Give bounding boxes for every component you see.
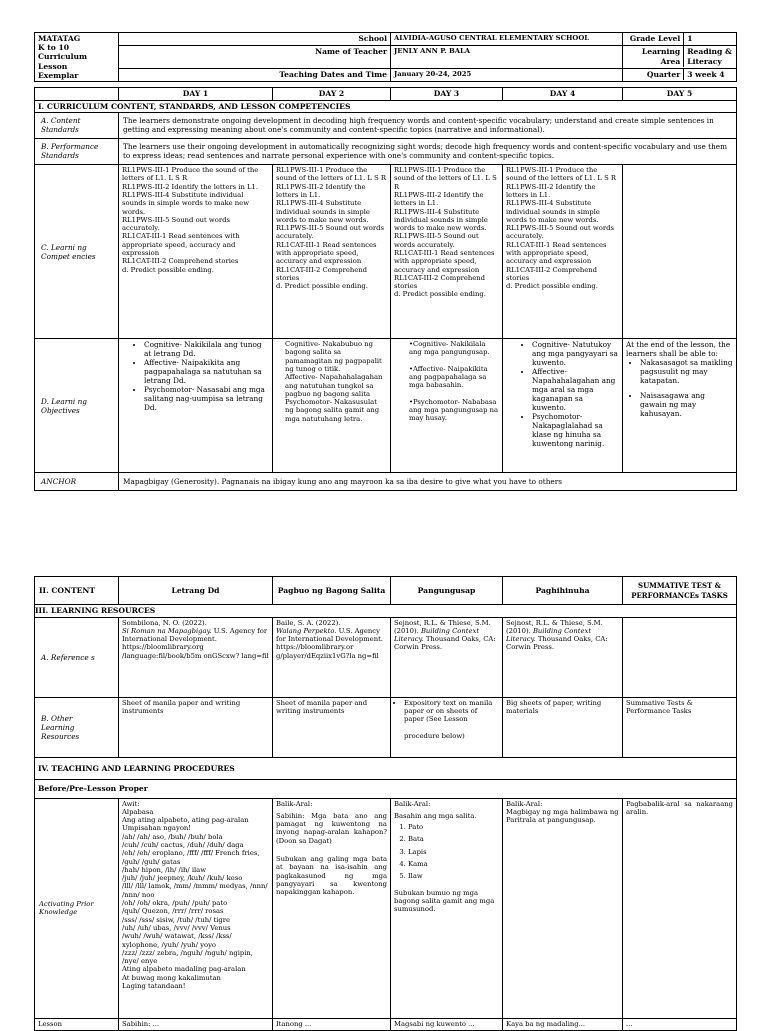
- ref-title: Building Context Literacy.: [394, 626, 480, 644]
- ref-title: Building Context Literacy.: [506, 626, 592, 644]
- performance-standards-text: The learners use their ongoing development in automatically recognizing sight words; decode high frequency words and content-specific vocabulary and use them to express ideas; read sentences and narrate personal experience with one's community and content-specific topics.: [119, 139, 737, 165]
- word-list-item: 4. Kama: [408, 860, 499, 868]
- ref-citation: Sejnost, R.L. & Thiese, S.M. (2010).: [394, 618, 491, 635]
- content-day-2: Pagbuo ng Bagong Salita: [273, 577, 391, 605]
- blank-corner: [35, 88, 119, 101]
- day-2-header: DAY 2: [273, 88, 391, 101]
- ref-title: Walang Perpekto.: [276, 626, 337, 635]
- other-resources-item: • Expository text on manila paper or on sheets of paper (See Lesson procedure below): [404, 699, 499, 740]
- content-label: II. CONTENT: [35, 577, 119, 605]
- objective-item: • Nakasasagot sa maikling pagsusulit ng may katapatan.: [640, 358, 733, 385]
- next-row-label: Lesson: [35, 1018, 119, 1030]
- activating-day-4: [503, 798, 623, 1018]
- other-resources-day-4: Big sheets of paper, writing materials: [503, 697, 623, 757]
- quarter-cell: [623, 68, 737, 81]
- competencies-label: C. Learni ng Compet encies: [35, 165, 119, 339]
- objective-item: •Psychomotor- Nababasa ang mga pangungusap na may husay.: [409, 397, 499, 423]
- word-list-item: 3. Lapis: [408, 848, 499, 856]
- word-list-item: 2. Bata: [408, 835, 499, 843]
- competencies-day-1: RL1PWS-III-1 Produce the sound of the letters of L1. L S R RL1PWS-III-2 Identify the letters in L1. RL1PWS-III-4 Substitute individual sounds in simple words to make new words. RL1PWS-III-5 Sound out words accurately. RL1CAT-III-1 Read sentences with appropriate speed, accuracy and expression RL1CAT-III-2 Comprehend stories d. Predict possible ending.: [119, 165, 273, 339]
- procedures-title: IV. TEACHING AND LEARNING PROCEDURES: [35, 757, 737, 780]
- other-resources-day-3: [391, 697, 503, 757]
- header-row-teacher: [35, 46, 737, 69]
- dates-value: January 20-24, 2025: [391, 68, 623, 81]
- ref-source: U.S. Agency for International Development. https://bloomlibrary.or g/player/dEqziix1vG?la ng=fil: [276, 626, 383, 660]
- review-label: Balik-Aral:: [276, 799, 313, 808]
- quarter-label: Quarter: [623, 69, 684, 81]
- area-label: Learning Area: [623, 46, 684, 67]
- ref-title: Si Roman na Mapagbigay.: [122, 626, 212, 635]
- word-list-item: 1. Pato: [408, 823, 499, 831]
- activating-label: Activating Prior Knowledge: [35, 798, 119, 1018]
- ref-citation: Sejnost, R.L. & Thiese, S.M. (2010).: [506, 618, 603, 635]
- school-label: School: [119, 33, 391, 46]
- lesson-plan-page-2: [34, 576, 737, 1031]
- day-5-header: DAY 5: [623, 88, 737, 101]
- activating-day-5: Pagbabalik-aral sa nakaraang aralin.: [623, 798, 737, 1018]
- activating-day-3: [391, 798, 503, 1018]
- review-label: Balik-Aral:: [506, 799, 543, 808]
- activating-day-1: Awit: Alpabasa Ang ating alpabeto, ating pag-aralan Umpisahan ngayon! /ah/ /ah/ aso, /buh/ /buh/ bola /cuh/ /cuh/ cactus, /duh/ /duh/ daga /eh/ /eh/ eroplano, /fff/ /fff/ French fries, /guh/ /guh/ gatas /hah/ hipon, /ih/ /ih/ ilaw /juh/ /juh/ jeepney, /kuh/ /kuh/ keso /lll/ /lll/ lamok, /mm/ /mmm/ medyas, /nnn/ /nnn/ noo /oh/ /oh/ okra, /puh/ /puh/ pato /quh/ Quezon, /rrr/ /rrr/ rosas /sss/ /sss/ sisiw, /tuh/ /tuh/ tigre /uh/ /uh/ ubas, /vvv/ /vvv/ Venus /wuh/ /wuh/ watawat, /kss/ /kss/ xylophone, /yuh/ /yuh/ yoyo /zzz/ /zzz/ zebra, /nguh/ /nguh/ ngipin, /nye/ enye Ating alpabeto madaling pag-aralan At buwag mong kakalimutan Laging tatandaan!: [119, 798, 273, 1018]
- references-day-3: [391, 617, 503, 697]
- objectives-day-4: [503, 339, 623, 473]
- content-day-3: Pangungusap: [391, 577, 503, 605]
- other-resources-day-5: Summative Tests & Performance Tasks: [623, 697, 737, 757]
- content-day-4: Paghihinuha: [503, 577, 623, 605]
- area-cell: [623, 46, 737, 69]
- review-text: Basahin ang mga salita.: [394, 811, 477, 820]
- next-row-day-2: Itanong ...: [273, 1018, 391, 1030]
- grade-label: Grade Level: [623, 33, 684, 45]
- next-row-day-5: ...: [623, 1018, 737, 1030]
- teacher-label: Name of Teacher: [119, 46, 391, 69]
- objective-item: •Affective- Naipakikita ang pagpapahalaga sa mga babasahin.: [409, 364, 488, 390]
- next-row-day-1: Sabihin: ...: [119, 1018, 273, 1030]
- next-row-day-3: Magsabi ng kuwento ...: [391, 1018, 503, 1030]
- anchor-label: ANCHOR: [35, 473, 119, 491]
- competencies-day-3: RL1PWS-III-1 Produce the sound of the letters of L1. L S R RL1PWS-III-2 Identify the letters in L1. RL1PWS-III-4 Substitute individual sounds in simple words to make new words. RL1PWS-III-5 Sound out words accurately. RL1CAT-III-1 Read sentences with appropriate speed, accuracy and expression RL1CAT-III-2 Comprehend stories d. Predict possible ending.: [391, 165, 503, 339]
- area-value: Reading & Literacy: [687, 47, 732, 66]
- header-row-school: [35, 33, 737, 46]
- day-header-row: [35, 88, 737, 101]
- objective-item: • Cognitive- Natutukoy ang mga pangyayari sa kuwento.: [532, 340, 619, 367]
- other-resources-day-2: Sheet of manila paper and writing instruments: [273, 697, 391, 757]
- quarter-value: 3 week 4: [687, 69, 725, 79]
- review-text: Magbigay ng mga halimbawa ng Paritrala at pangungusap.: [506, 807, 619, 825]
- objective-item: • Psychomotor- Nasasabi ang mga salitang nag-uumpisa sa letrang Dd.: [144, 385, 269, 412]
- objective-item: • Affective- Napahahalagahan ang mga aral sa mga kaganapan sa kuwento.: [532, 367, 619, 412]
- pre-lesson-title: Before/Pre-Lesson Proper: [35, 780, 737, 799]
- content-standards-label: A. Content Standards: [35, 113, 119, 139]
- review-text: Subukan bumuo ng mga bagong salita gamit ang mga sumusunod.: [394, 888, 495, 914]
- resources-title: III. LEARNING RESOURCES: [35, 605, 737, 618]
- other-resources-day-1: Sheet of manila paper and writing instruments: [119, 697, 273, 757]
- performance-standards-label: B. Performance Standards: [35, 139, 119, 165]
- header-row-dates: [35, 68, 737, 81]
- ref-citation: Sombilona, N. O. (2022).: [122, 618, 207, 627]
- competencies-day-5: [623, 165, 737, 339]
- day-1-header: DAY 1: [119, 88, 273, 101]
- grade-cell: [623, 33, 737, 46]
- grade-value: 1: [687, 34, 693, 43]
- anchor-text: Mapagbigay (Generosity). Pagnanais na ibigay kung ano ang mayroon ka sa iba desire to give what you have to others: [119, 473, 737, 491]
- objective-item: •Cognitive- Nakikilala ang mga pangungusap.: [409, 340, 490, 357]
- lesson-plan-page-1: [34, 32, 737, 491]
- objectives-day-3: [391, 339, 503, 473]
- review-text: Sabihin: Mga bata ano ang pamagat ng kuwentong na inyong napag-aralan kahapon? (Doon sa Dagat): [276, 811, 387, 845]
- program-title: MATATAG K to 10 Curriculum Lesson Exemplar: [35, 33, 119, 82]
- dates-label: Teaching Dates and Time: [119, 68, 391, 81]
- content-day-1: Letrang Dd: [119, 577, 273, 605]
- objectives-day-2: Cognitive- Nakabubuo ng bagong salita sa pamamagitan ng pagpapalit ng tunog o titik. Affective- Napahahalagahan ang natutuhan tungkol sa pagbuo ng bagong salita Psychomotor- Nakasusulat ng bagong salita gamit ang mga natutuhang letra.: [273, 339, 391, 473]
- objective-item: • Psychomotor- Nakapaglalahad sa klase ng hinuha sa kuwentong narinig.: [532, 412, 619, 448]
- ref-citation: Baile, S. A. (2022).: [276, 618, 341, 627]
- ref-source: Thousand Oaks, CA: Corwin Press.: [394, 635, 496, 652]
- word-list-item: 5. Ilaw: [408, 872, 499, 880]
- content-standards-text: The learners demonstrate ongoing development in decoding high frequency words and content-specific vocabulary; understand and create simple sentences in getting and expressing meaning about one's community and content-specific topics (narrative and informational).: [119, 113, 737, 139]
- objectives-day-5: [623, 339, 737, 473]
- objective-item: • Affective- Naipakikita ang pagpapahalaga sa natutuhan sa letrang Dd.: [144, 358, 269, 385]
- day-3-header: DAY 3: [391, 88, 503, 101]
- school-name: ALVIDIA-AGUSO CENTRAL ELEMENTARY SCHOOL: [391, 33, 623, 46]
- day-4-header: DAY 4: [503, 88, 623, 101]
- objectives-day-5-intro: At the end of the lesson, the learners shall be able to:: [626, 340, 731, 359]
- next-row-day-4: Kaya ba ng madaling...: [503, 1018, 623, 1030]
- ref-source: Thousand Oaks, CA: Corwin Press.: [506, 635, 608, 652]
- references-day-1: [119, 617, 273, 697]
- content-day-5: SUMMATIVE TEST & PERFORMANCEs TASKS: [623, 577, 737, 605]
- teacher-name: JENLY ANN P. BALA: [391, 46, 623, 69]
- ref-source: U.S. Agency for International Development. https://bloomlibrary.org /language:fil/book/b5m onGScxw? lang=fil: [122, 626, 269, 660]
- objectives-label: D. Learni ng Objectives: [35, 339, 119, 473]
- review-text: Subukan ang galing mga bata at bayaan na isa-isahin ang pagkakasunod ng mga pangyayari sa kwentong napakinggan kahapon.: [276, 854, 387, 897]
- other-resources-label: B. Other Learning Resources: [35, 697, 119, 757]
- references-day-2: [273, 617, 391, 697]
- references-day-5: [623, 617, 737, 697]
- section-1-title: I. CURRICULUM CONTENT, STANDARDS, AND LESSON COMPETENCIES: [35, 100, 737, 113]
- review-label: Balik-Aral:: [394, 799, 431, 808]
- objectives-day-1: [119, 339, 273, 473]
- competencies-day-2: RL1PWS-III-1 Produce the sound of the letters of L1. L S R RL1PWS-III-2 Identify the letters in L1. RL1PWS-III-4 Substitute individual sounds in simple words to make new words. RL1PWS-III-5 Sound out words accurately. RL1CAT-III-1 Read sentences with appropriate speed, accuracy and expression RL1CAT-III-2 Comprehend stories d. Predict possible ending.: [273, 165, 391, 339]
- objective-item: • Naisasagawa ang gawain ng may kahusayan.: [640, 391, 733, 418]
- references-label: A. Reference s: [35, 617, 119, 697]
- objective-item: • Cognitive- Nakikilala ang tunog at letrang Dd.: [144, 340, 269, 358]
- references-day-4: [503, 617, 623, 697]
- competencies-day-4: RL1PWS-III-1 Produce the sound of the letters of L1. L S R RL1PWS-III-2 Identify the letters in L1. RL1PWS-III-4 Substitute individual sounds in simple words to make new words. RL1PWS-III-5 Sound out words accurately. RL1CAT-III-1 Read sentences with appropriate speed, accuracy and expression RL1CAT-III-2 Comprehend stories d. Predict possible ending.: [503, 165, 623, 339]
- activating-day-2: [273, 798, 391, 1018]
